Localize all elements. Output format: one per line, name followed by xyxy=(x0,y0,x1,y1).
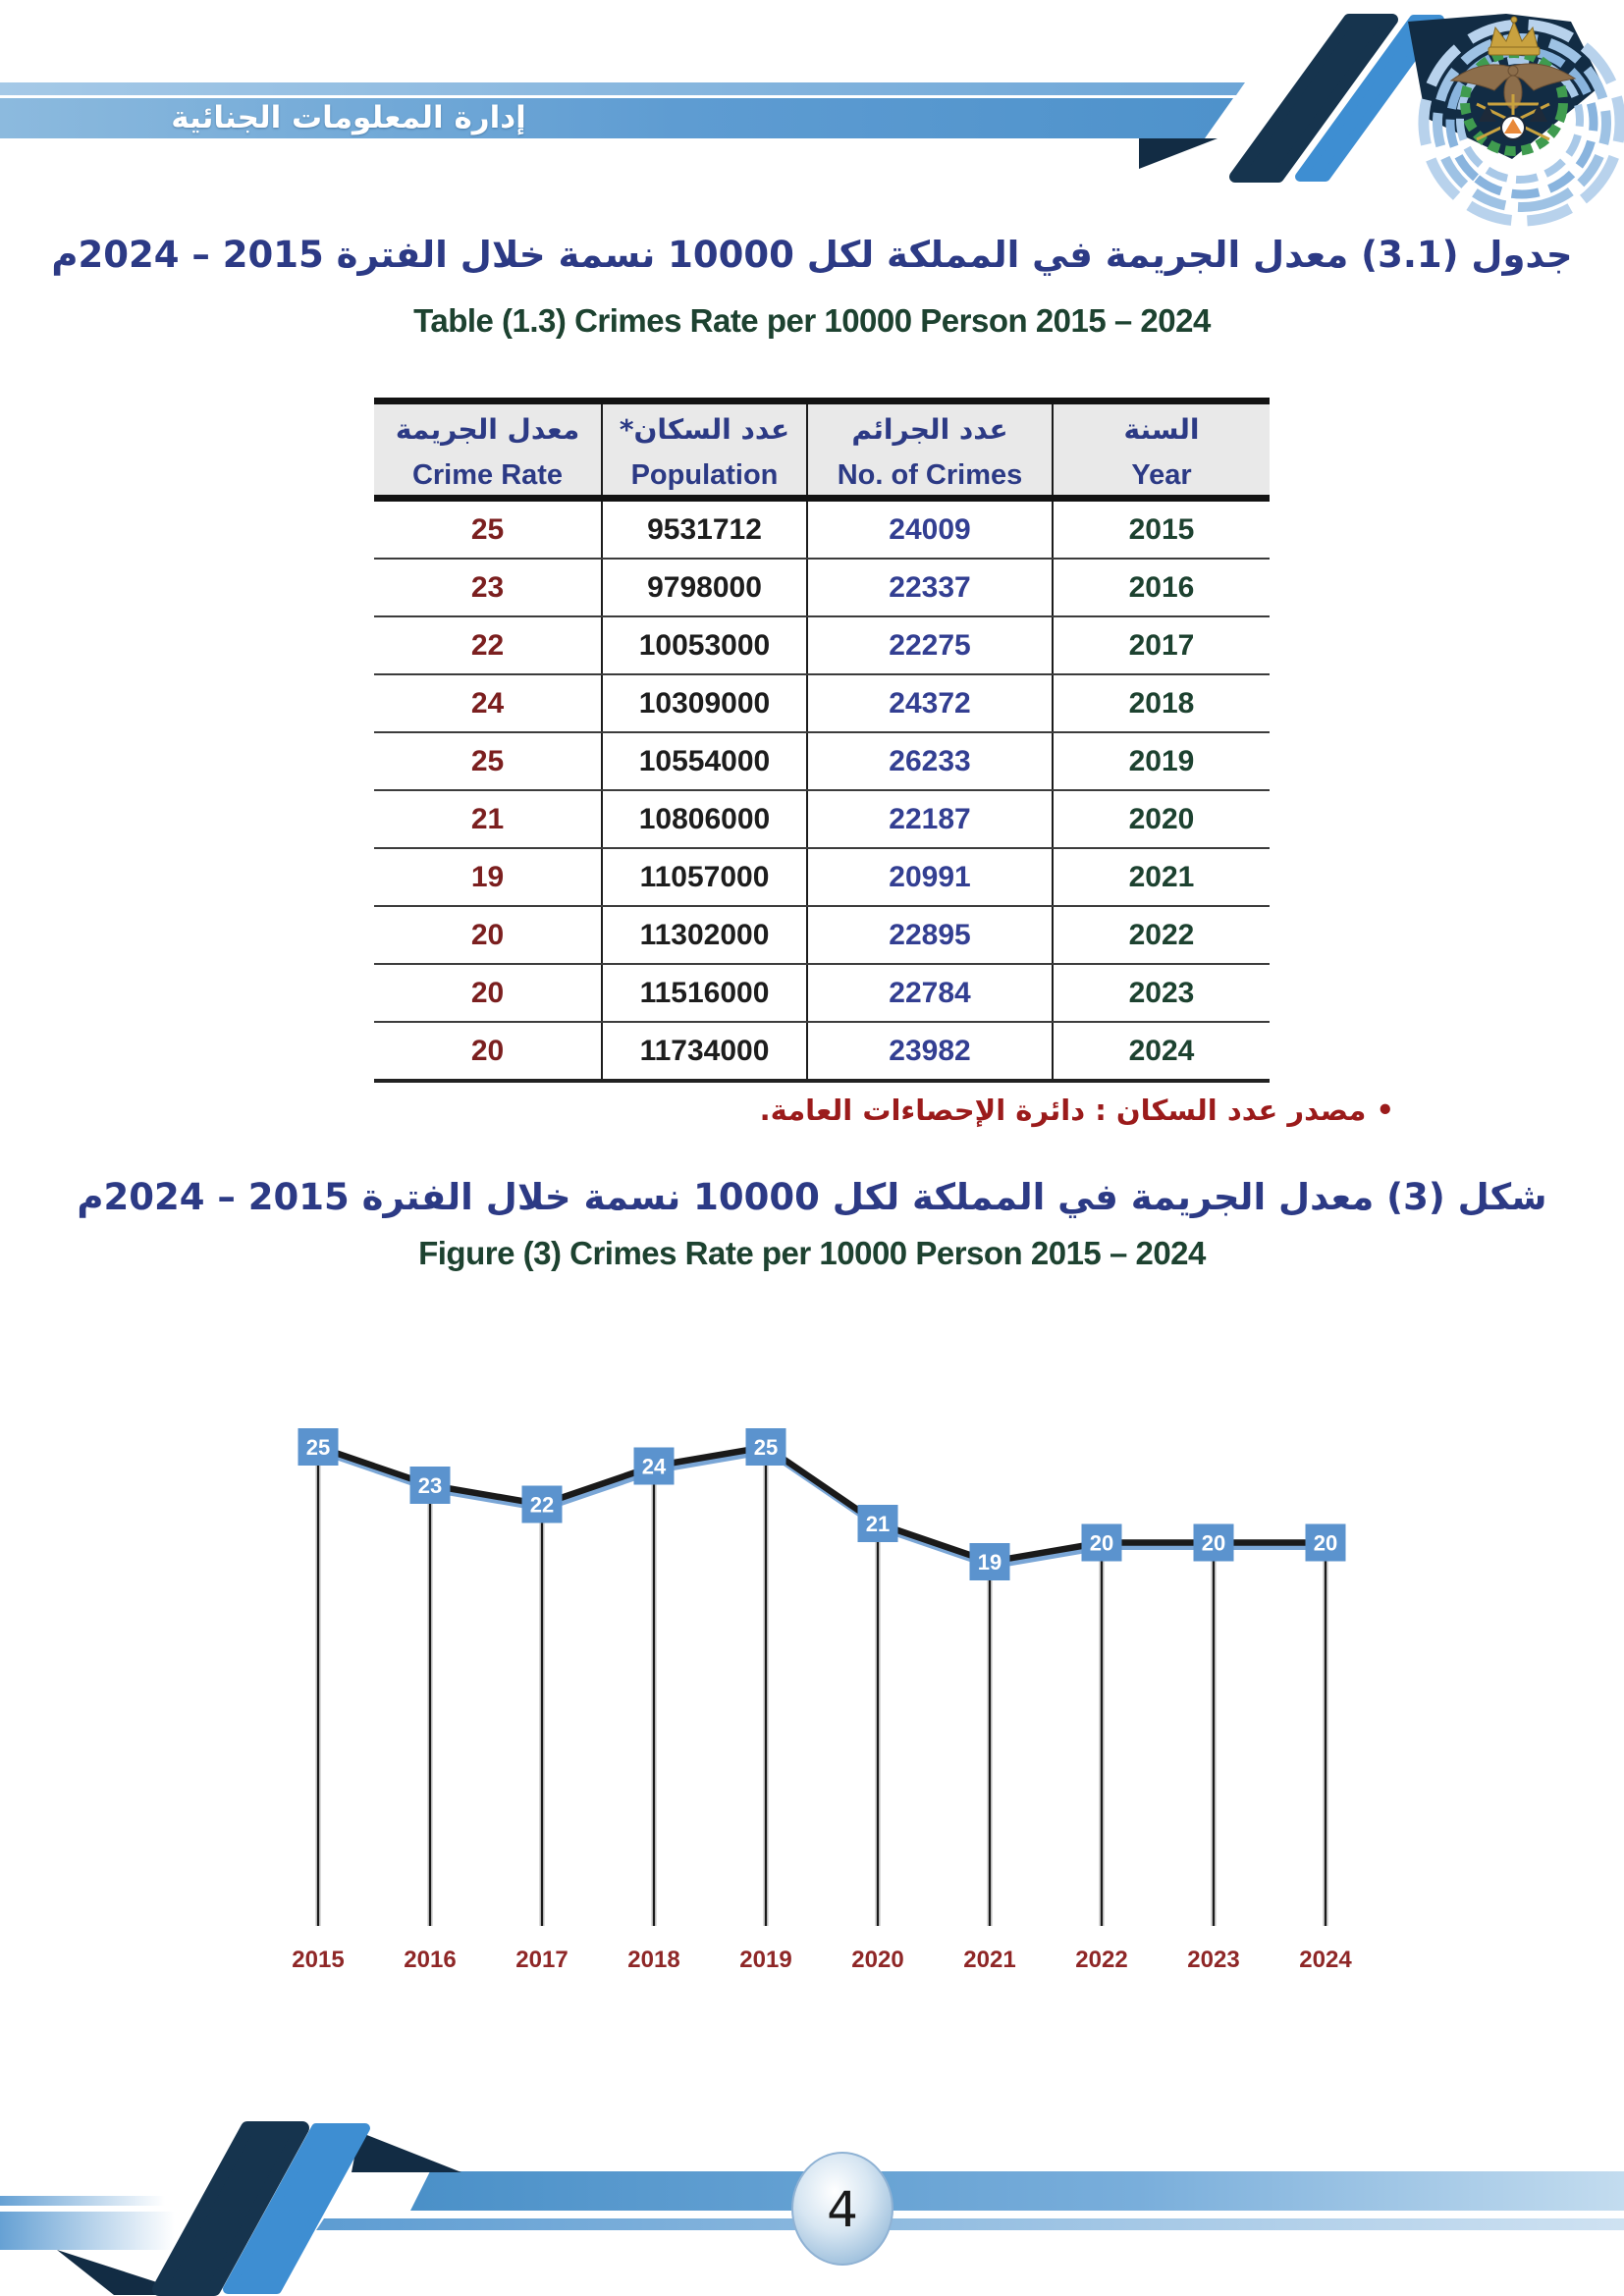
footer-tri-top xyxy=(352,2132,461,2172)
table-title-arabic: جدول (3.1) معدل الجريمة في المملكة لكل 10000 نسمة خلال الفترة 2015 – 2024م xyxy=(51,234,1573,276)
department-banner: إدارة المعلومات الجنائية xyxy=(171,100,526,135)
chart-year-label: 2018 xyxy=(627,1947,680,1973)
cell-crime-rate: 20 xyxy=(374,906,602,964)
cell-crime-rate: 25 xyxy=(374,499,602,560)
cell-crimes: 23982 xyxy=(807,1022,1053,1081)
cell-crime-rate: 25 xyxy=(374,732,602,790)
cell-crimes: 20991 xyxy=(807,848,1053,906)
cell-year: 2023 xyxy=(1053,964,1270,1022)
chart-year-label: 2024 xyxy=(1299,1947,1352,1973)
cell-year: 2022 xyxy=(1053,906,1270,964)
col-header-crimes-en: No. of Crimes xyxy=(837,459,1023,491)
chart-year-label: 2020 xyxy=(851,1947,904,1973)
chart-data-label: 21 xyxy=(865,1512,891,1536)
cell-crimes: 22275 xyxy=(807,616,1053,674)
cell-year: 2016 xyxy=(1053,559,1270,616)
chart-year-label: 2017 xyxy=(515,1947,568,1973)
footer-left-thin-strip xyxy=(0,2196,165,2206)
table-row xyxy=(374,1022,1270,1081)
cell-population: 9531712 xyxy=(602,499,807,560)
cell-crimes: 22187 xyxy=(807,790,1053,848)
cell-year: 2015 xyxy=(1053,499,1270,560)
cell-population: 10806000 xyxy=(602,790,807,848)
col-header-year-ar: السنة xyxy=(1123,413,1200,446)
cell-year: 2021 xyxy=(1053,848,1270,906)
cell-crime-rate: 24 xyxy=(374,674,602,732)
col-header-population-ar: عدد السكان* xyxy=(619,413,790,446)
chart-data-label: 24 xyxy=(641,1454,667,1479)
cell-crime-rate: 21 xyxy=(374,790,602,848)
table-header-row xyxy=(374,401,1270,499)
cell-population: 10309000 xyxy=(602,674,807,732)
col-header-crime-rate xyxy=(374,401,602,499)
cell-crime-rate: 22 xyxy=(374,616,602,674)
chart-year-label: 2019 xyxy=(739,1947,792,1973)
table-row xyxy=(374,732,1270,790)
col-header-crimes xyxy=(807,401,1053,499)
cell-year: 2017 xyxy=(1053,616,1270,674)
table-row xyxy=(374,674,1270,732)
footer-lower-band xyxy=(316,2218,1624,2230)
page-number-badge xyxy=(792,2153,893,2265)
cell-crimes: 22337 xyxy=(807,559,1053,616)
cell-population: 10053000 xyxy=(602,616,807,674)
chart-year-label: 2016 xyxy=(404,1947,457,1973)
chart-year-label: 2022 xyxy=(1075,1947,1128,1973)
cell-crimes: 22895 xyxy=(807,906,1053,964)
chart-year-label: 2023 xyxy=(1187,1947,1240,1973)
header-thin-strip xyxy=(0,82,1245,95)
table-row xyxy=(374,848,1270,906)
footer-left-band xyxy=(0,2212,175,2250)
cell-year: 2018 xyxy=(1053,674,1270,732)
figure-title-arabic: شكل (3) معدل الجريمة في المملكة لكل 10000 نسمة خلال الفترة 2015 – 2024م xyxy=(77,1176,1547,1218)
cell-population: 11734000 xyxy=(602,1022,807,1081)
table-row xyxy=(374,790,1270,848)
col-header-crime-rate-en: Crime Rate xyxy=(411,459,564,491)
chart-year-label: 2015 xyxy=(292,1947,345,1973)
cell-crime-rate: 20 xyxy=(374,1022,602,1081)
crime-rate-table xyxy=(374,398,1270,1083)
cell-population: 11057000 xyxy=(602,848,807,906)
cell-crimes: 24372 xyxy=(807,674,1053,732)
table-row xyxy=(374,559,1270,616)
page-number: 4 xyxy=(827,2181,858,2238)
figure-title-english: Figure (3) Crimes Rate per 10000 Person 2015 – 2024 xyxy=(418,1235,1206,1271)
cell-crimes: 26233 xyxy=(807,732,1053,790)
cell-year: 2019 xyxy=(1053,732,1270,790)
cell-population: 10554000 xyxy=(602,732,807,790)
chart-data-label: 19 xyxy=(977,1550,1002,1575)
chart-data-label: 25 xyxy=(753,1435,779,1460)
crime-rate-line-chart xyxy=(0,1355,1624,2002)
footer-decoration xyxy=(0,2042,1624,2296)
cell-year: 2020 xyxy=(1053,790,1270,848)
cell-crimes: 24009 xyxy=(807,499,1053,560)
col-header-population xyxy=(602,401,807,499)
chart-line xyxy=(318,1447,1326,1562)
chart-data-label: 25 xyxy=(305,1435,331,1460)
population-source-footnote: • مصدر عدد السكان : دائرة الإحصاءات العامة. xyxy=(759,1094,1394,1127)
cell-year: 2024 xyxy=(1053,1022,1270,1081)
col-header-population-en: Population xyxy=(630,459,779,491)
cell-crime-rate: 19 xyxy=(374,848,602,906)
chart-data-label: 22 xyxy=(529,1492,555,1518)
header-fold-triangle xyxy=(1139,138,1218,169)
shield-icon xyxy=(1501,116,1525,139)
chart-data-label: 20 xyxy=(1313,1530,1338,1556)
table-title-english: Table (1.3) Crimes Rate per 10000 Person 2015 – 2024 xyxy=(413,302,1211,339)
chart-data-label: 20 xyxy=(1201,1530,1226,1556)
col-header-crimes-ar: عدد الجرائم xyxy=(851,413,1008,446)
table-row xyxy=(374,616,1270,674)
table-row xyxy=(374,499,1270,560)
cell-crime-rate: 23 xyxy=(374,559,602,616)
col-header-crime-rate-ar: معدل الجريمة xyxy=(395,413,580,446)
footer-main-band xyxy=(410,2171,1624,2211)
cell-crime-rate: 20 xyxy=(374,964,602,1022)
cell-population: 11302000 xyxy=(602,906,807,964)
table-row xyxy=(374,964,1270,1022)
col-header-year xyxy=(1053,401,1270,499)
chart-line-shadow xyxy=(320,1452,1327,1567)
col-header-year-en: Year xyxy=(1131,459,1192,491)
chart-year-label: 2021 xyxy=(963,1947,1016,1973)
table-row xyxy=(374,906,1270,964)
chart-data-label: 20 xyxy=(1089,1530,1114,1556)
cell-population: 9798000 xyxy=(602,559,807,616)
chart-data-label: 23 xyxy=(417,1473,443,1498)
cell-population: 11516000 xyxy=(602,964,807,1022)
cell-crimes: 22784 xyxy=(807,964,1053,1022)
